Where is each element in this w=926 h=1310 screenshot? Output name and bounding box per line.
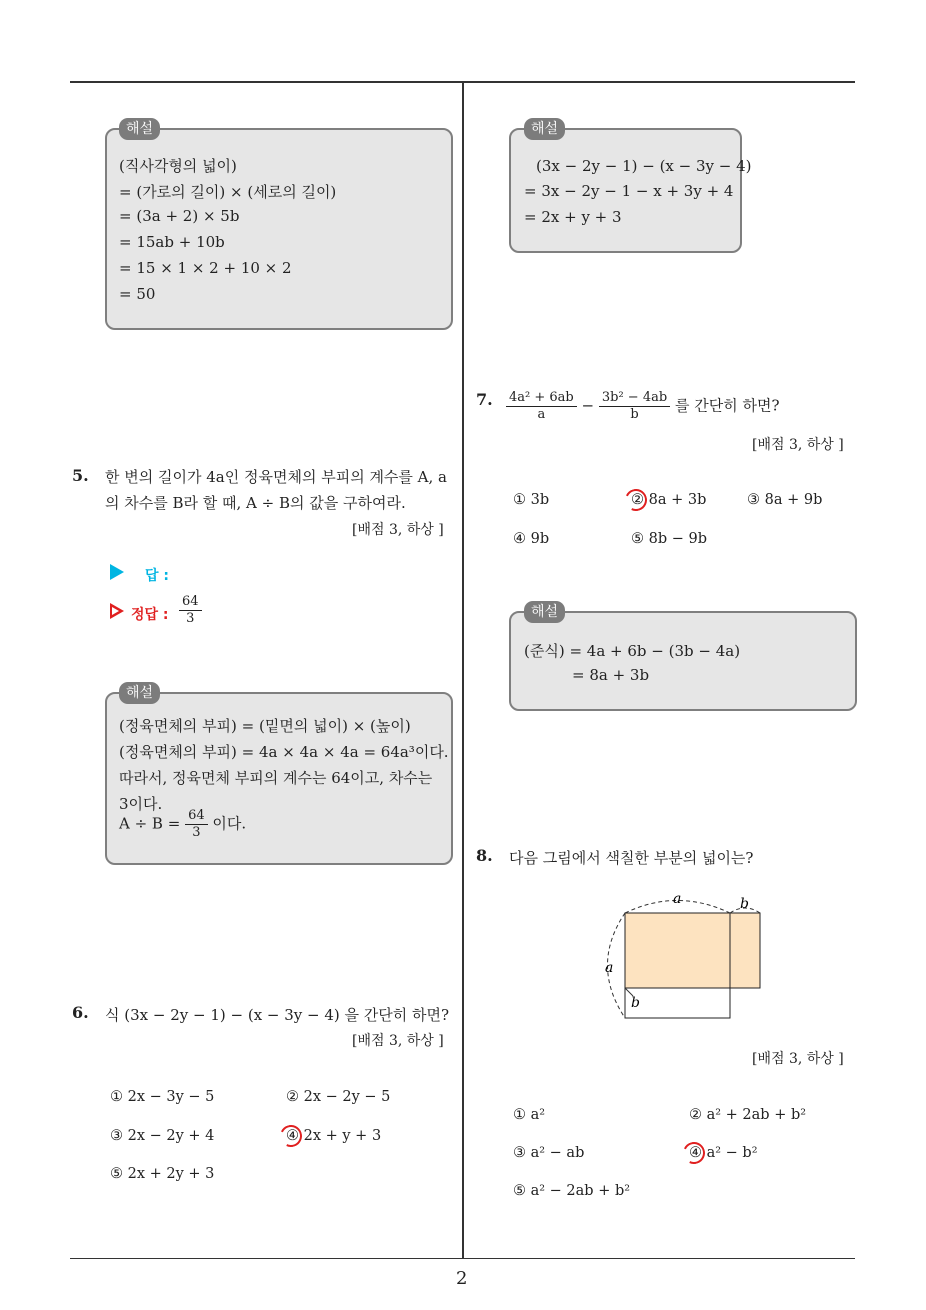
correct-label: 정답 : (131, 607, 169, 623)
q8-choice-4[interactable]: ④ a² − b² (689, 1145, 758, 1161)
answer-arrow-icon (110, 564, 124, 580)
correct-num: 64 (179, 594, 202, 611)
sol-q5-line1: (정육면체의 부피) = (밑면의 넓이) × (높이) (119, 717, 411, 735)
bottom-rule (70, 1258, 855, 1259)
q7-choice-2[interactable]: ② 8a + 3b (631, 492, 707, 508)
q6-choice-3[interactable]: ③ 2x − 2y + 4 (110, 1128, 215, 1144)
q7-frac2-num: 3b² − 4ab (599, 390, 670, 407)
q8-figure (595, 890, 775, 1025)
q7-frac2-den: b (630, 407, 639, 422)
sol-area-line: = 15 × 1 × 2 + 10 × 2 (119, 259, 292, 277)
question-6-number: 6. (72, 1003, 89, 1022)
q6-choice-1[interactable]: ① 2x − 3y − 5 (110, 1089, 215, 1105)
solution-tag: 해설 (524, 601, 565, 623)
sol-q5-line5-suffix: 이다. (212, 814, 247, 833)
q6-choice-2[interactable]: ② 2x − 2y − 5 (286, 1089, 391, 1105)
sol-q6-line: (3x − 2y − 1) − (x − 3y − 4) (536, 157, 752, 175)
q7-frac1-den: a (537, 407, 546, 422)
question-8-number: 8. (476, 846, 493, 865)
answer-label: 답 : (145, 568, 169, 584)
sol-area-line: = 15ab + 10b (119, 233, 225, 251)
sol-area-line: (직사각형의 넓이) (119, 157, 237, 175)
correct-answer-fraction (179, 594, 202, 627)
sol-q5-line5 (119, 808, 246, 841)
question-7-expression (506, 390, 780, 423)
q7-choice-5[interactable]: ⑤ 8b − 9b (631, 531, 707, 547)
q8-choice-3[interactable]: ③ a² − ab (513, 1145, 585, 1161)
q8-choice-5[interactable]: ⑤ a² − 2ab + b² (513, 1183, 631, 1199)
unshaded-strip (625, 988, 730, 1018)
correct-den: 3 (186, 611, 195, 626)
fig-label-a-top: a (673, 891, 682, 907)
sol-q5-line4: 3이다. (119, 795, 163, 813)
q7-choice-3[interactable]: ③ 8a + 9b (747, 492, 823, 508)
sol-q7-line2: = 8a + 3b (572, 666, 650, 684)
sol-area-line: = 50 (119, 285, 156, 303)
q7-text-suffix: 를 간단히 하면? (674, 396, 780, 415)
q6-selected-circle-icon (277, 1122, 305, 1150)
correct-arrow-inner (112, 607, 119, 615)
q7-selected-circle-icon (622, 486, 650, 514)
q6-choice-5[interactable]: ⑤ 2x + 2y + 3 (110, 1166, 215, 1182)
q8-choice-2[interactable]: ② a² + 2ab + b² (689, 1107, 807, 1123)
q8-selected-circle-icon (680, 1139, 708, 1167)
sol-area-line: = (3a + 2) × 5b (119, 207, 240, 225)
sol-q5-num: 64 (185, 808, 208, 825)
question-8-text: 다음 그림에서 색칠한 부분의 넓이는? (509, 849, 754, 867)
q7-choice-4[interactable]: ④ 9b (513, 531, 550, 547)
fig-label-a-left: a (605, 960, 614, 976)
question-5-grade: [배점 3, 하상 ] (352, 522, 444, 538)
fig-label-b-top: b (740, 896, 749, 912)
sol-q6-line: = 3x − 2y − 1 − x + 3y + 4 (524, 182, 734, 200)
solution-tag: 해설 (119, 118, 160, 140)
q7-minus: − (581, 396, 595, 415)
question-7-grade: [배점 3, 하상 ] (752, 437, 844, 453)
question-5-text-line2: 의 차수를 B라 할 때, A ÷ B의 값을 구하여라. (105, 494, 406, 512)
q8-choice-1[interactable]: ① a² (513, 1107, 546, 1123)
question-5-text-line1: 한 변의 길이가 4a인 정육면체의 부피의 계수를 A, a (105, 468, 447, 486)
sol-q5-line3: 따라서, 정육면체 부피의 계수는 64이고, 차수는 (119, 769, 433, 787)
question-6-grade: [배점 3, 하상 ] (352, 1033, 444, 1049)
solution-tag: 해설 (119, 682, 160, 704)
question-8-grade: [배점 3, 하상 ] (752, 1051, 844, 1067)
solution-box-q7 (509, 611, 857, 711)
q7-choice-1[interactable]: ① 3b (513, 492, 550, 508)
sol-area-line: = (가로의 길이) × (세로의 길이) (119, 183, 337, 201)
sol-q6-line: = 2x + y + 3 (524, 208, 622, 226)
sol-q5-line5-prefix: A ÷ B = (119, 814, 181, 833)
page-number: 2 (456, 1268, 468, 1289)
question-5-number: 5. (72, 466, 89, 485)
q7-frac1-num: 4a² + 6ab (506, 390, 577, 407)
fig-label-b-inner: b (631, 995, 640, 1011)
sol-q7-line1: (준식) = 4a + 6b − (3b − 4a) (524, 642, 741, 660)
shaded-rectangle (625, 913, 760, 988)
solution-tag: 해설 (524, 118, 565, 140)
sol-q5-line2: (정육면체의 부피) = 4a × 4a × 4a = 64a³이다. (119, 743, 449, 761)
question-7-number: 7. (476, 390, 493, 409)
sol-q5-den: 3 (192, 825, 201, 840)
question-6-text: 식 (3x − 2y − 1) − (x − 3y − 4) 을 간단히 하면? (105, 1006, 450, 1024)
column-divider (462, 83, 464, 1259)
q6-choice-4[interactable]: ④ 2x + y + 3 (286, 1128, 382, 1144)
